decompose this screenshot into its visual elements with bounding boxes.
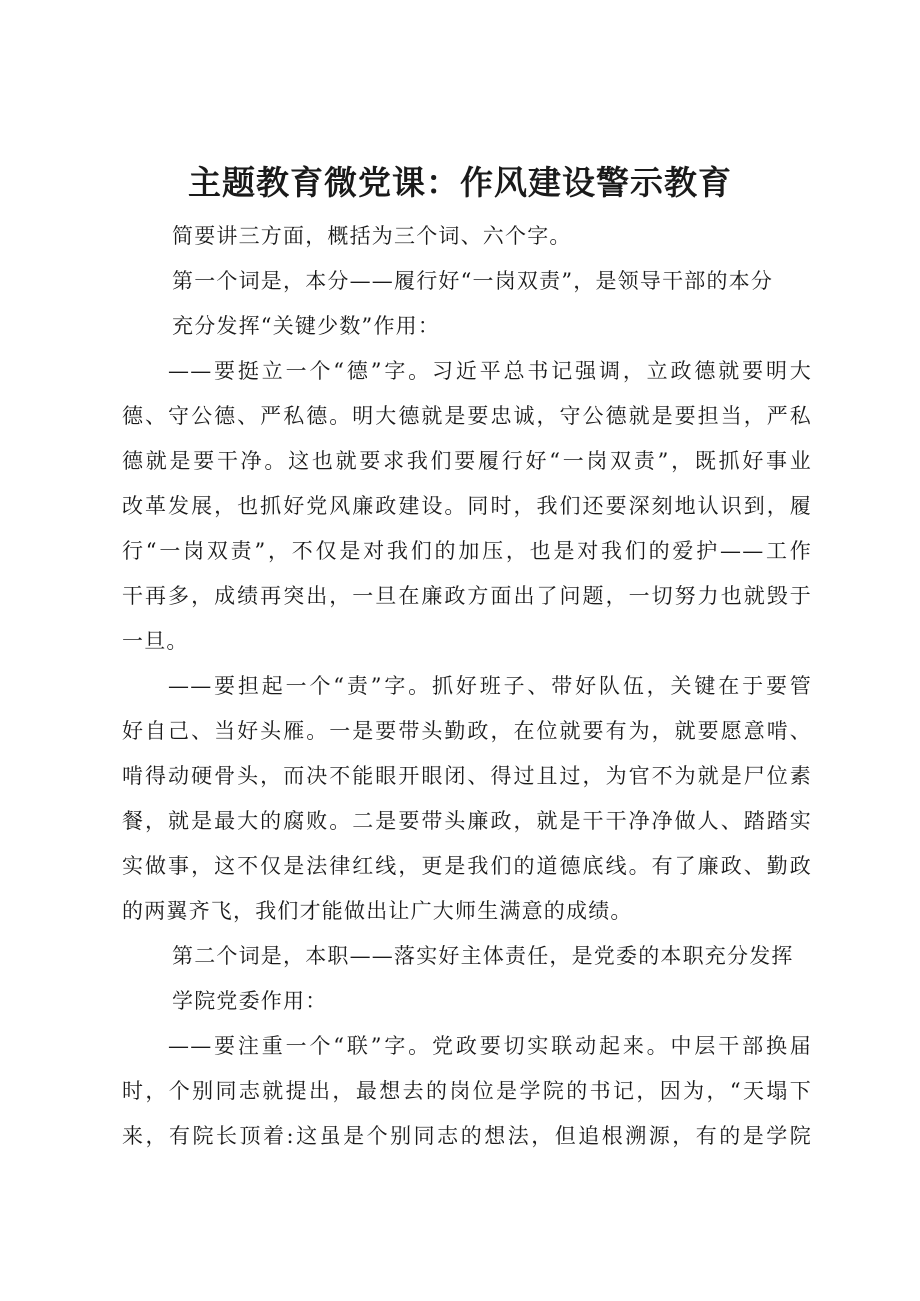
text-line: 简要讲三方面，概括为三个词、六个字。	[172, 224, 572, 248]
text-line: ——要挺立一个“德”字。习近平总书记强调，立政德就要明大	[168, 359, 812, 383]
text-line: 啃得动硬骨头，而决不能眼开眼闭、得过且过，为官不为就是尸位素	[122, 764, 812, 788]
text-line: 干再多，成绩再突出，一旦在廉政方面出了问题，一切努力也就毁于	[122, 584, 812, 608]
text-line: 实做事，这不仅是法律红线，更是我们的道德底线。有了廉政、勤政	[122, 854, 812, 878]
text-line: 学院党委作用：	[172, 989, 328, 1013]
text-line: 第二个词是，本职——落实好主体责任，是党委的本职充分发挥	[172, 944, 794, 968]
text-line: ——要担起一个“责”字。抓好班子、带好队伍，关键在于要管	[168, 674, 812, 698]
text-line: 改革发展，也抓好党风廉政建设。同时，我们还要深刻地认识到，履	[122, 494, 812, 518]
text-line: 时，个别同志就提出，最想去的岗位是学院的书记，因为，“天塌下	[122, 1079, 812, 1103]
text-line: 餐，就是最大的腐败。二是要带头廉政，就是干干净净做人、踏踏实	[122, 809, 812, 833]
text-line: 德就是要干净。这也就要求我们要履行好“一岗双责”，既抓好事业	[122, 449, 812, 473]
text-line: 德、守公德、严私德。明大德就是要忠诚，守公德就是要担当，严私	[122, 404, 812, 428]
text-line: 好自己、当好头雁。一是要带头勤政，在位就要有为，就要愿意啃、	[122, 719, 812, 743]
document-body	[122, 214, 812, 1159]
text-line: 一旦。	[122, 629, 189, 653]
text-line: 行“一岗双责”，不仅是对我们的加压，也是对我们的爱护——工作	[122, 539, 812, 563]
text-line: 充分发挥“关键少数”作用：	[172, 314, 441, 338]
text-line: 来，有院长顶着:这虽是个别同志的想法，但追根溯源，有的是学院	[122, 1124, 812, 1148]
text-line: 第一个词是，本分——履行好“一岗双责”，是领导干部的本分	[172, 269, 774, 293]
text-line: 的两翼齐飞，我们才能做出让广大师生满意的成绩。	[122, 899, 633, 923]
text-line: ——要注重一个“联”字。党政要切实联动起来。中层干部换届	[168, 1034, 812, 1058]
document-title: 主题教育微党课：作风建设警示教育	[188, 163, 732, 202]
